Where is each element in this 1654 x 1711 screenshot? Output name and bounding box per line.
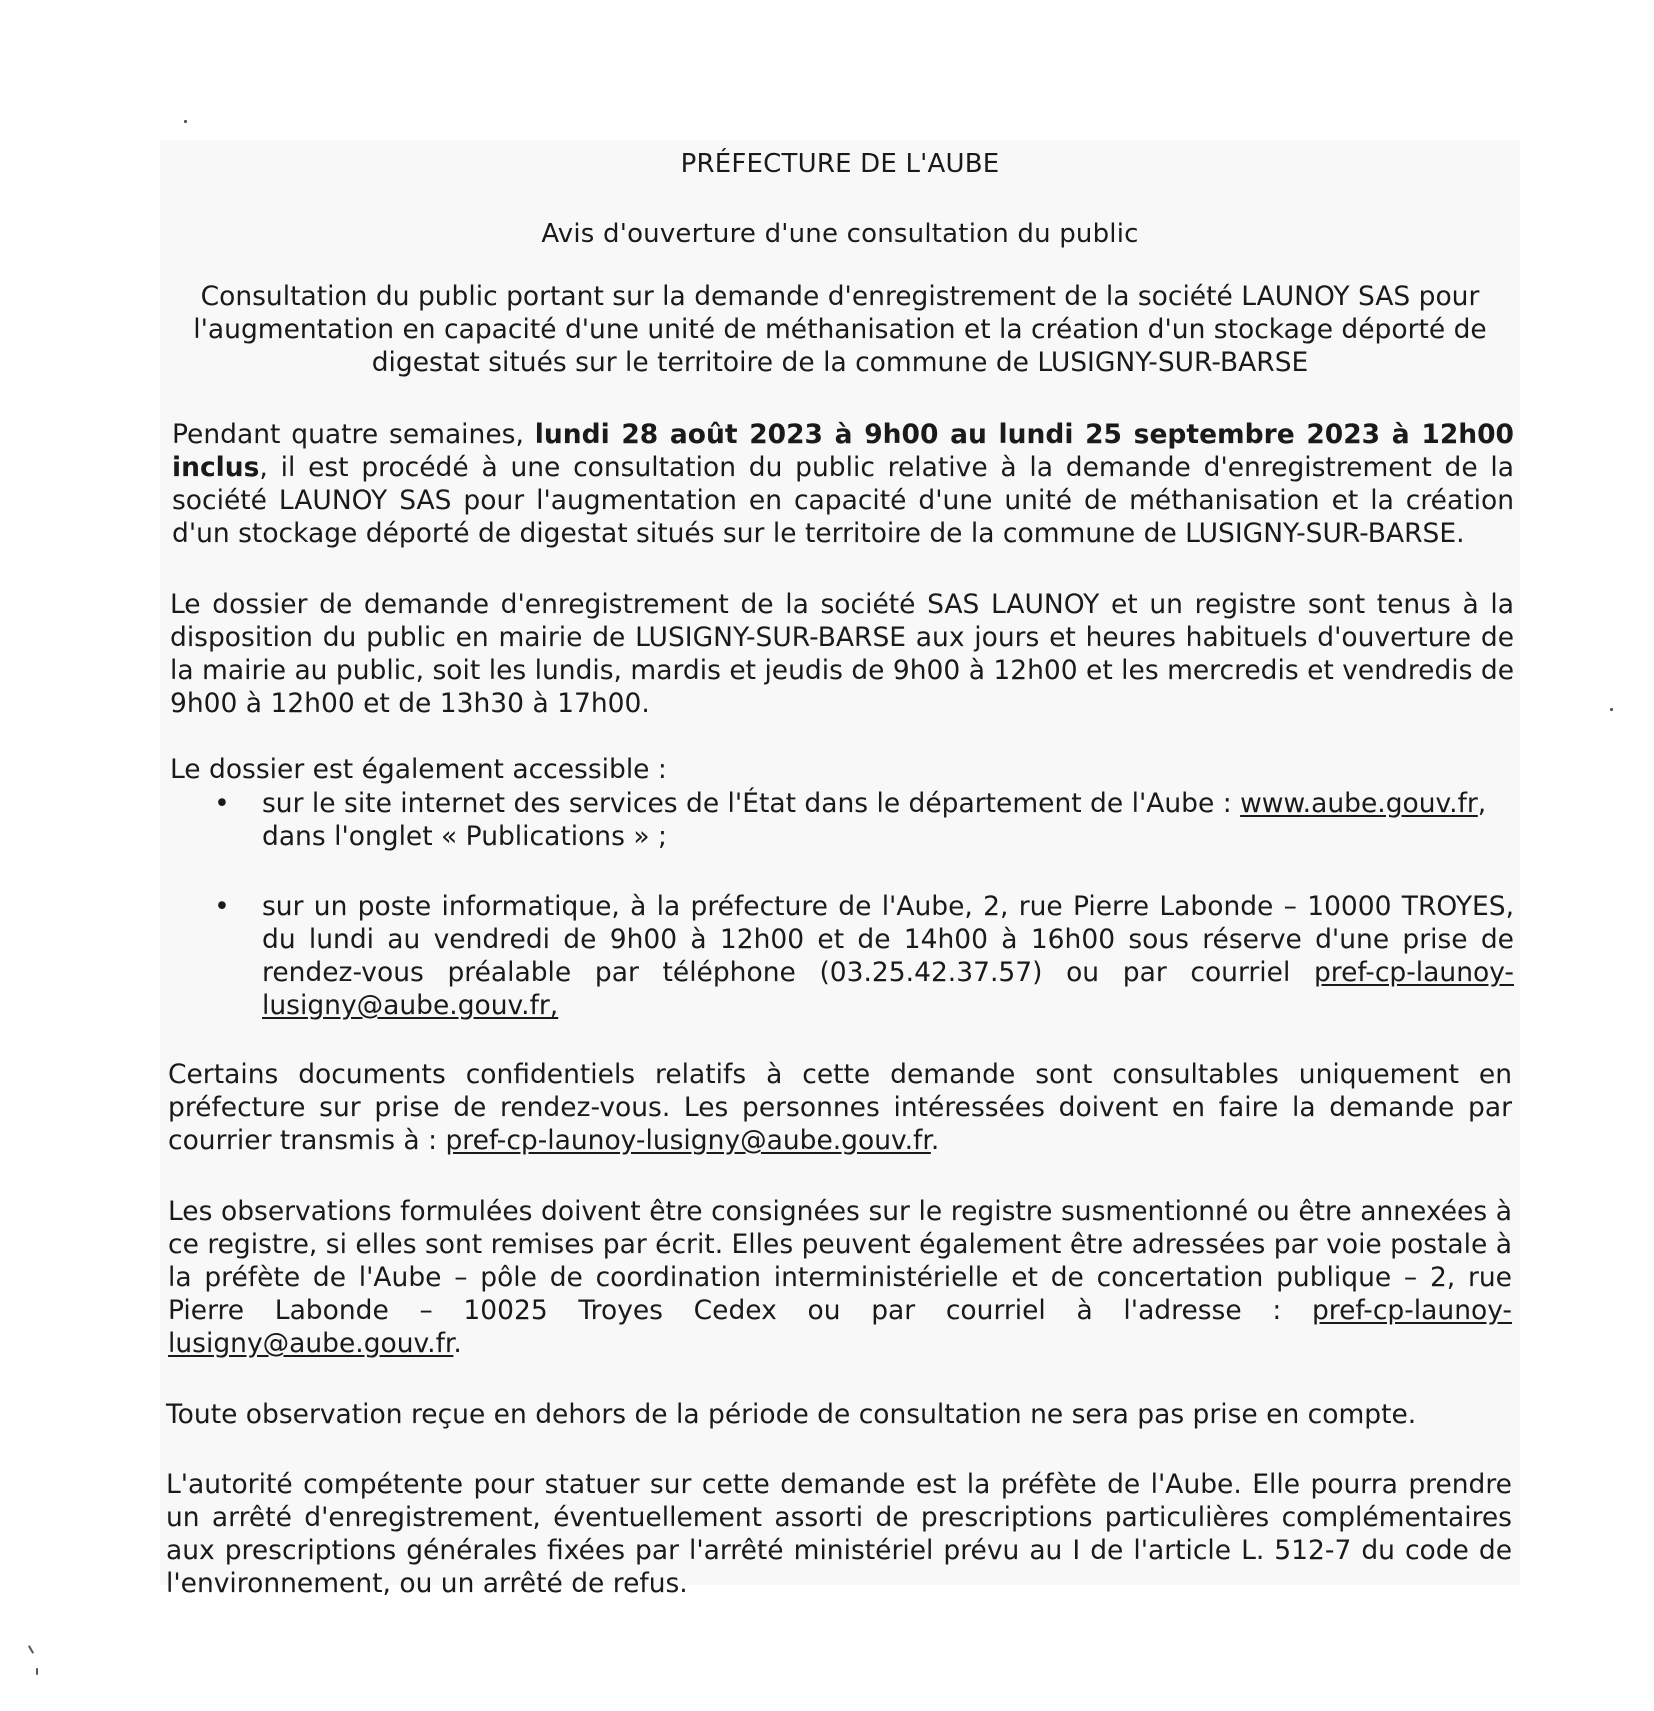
scan-speck [28,1645,34,1654]
period-paragraph [172,418,1514,550]
bullet-website-text: sur le site internet des services de l'État dans le département de l'Aube : [262,788,1241,819]
email-link-appointment[interactable]: pref-cp-launoy-lusigny@aube.gouv.fr, [262,957,1514,1021]
intro-paragraph: Consultation du public portant sur la demande d'enregistrement de la société LAUNOY SAS pour l'augmentation en capacité d'une unité de méthanisation et la création d'un stockage déporté de digestat situés sur le territoire de la commune de LUSIGNY-SUR-BARSE [193,281,1487,378]
bullet-website-tail: , dans l'onglet « Publications » ; [262,788,1487,852]
authority-decision-paragraph: L'autorité compétente pour statuer sur cette demande est la préfète de l'Aube. Elle pourra prendre un arrêté d'enregistrement, éventuellement assorti de prescriptions particulières complémentaires aux prescriptions générales fixées par l'arrêté ministériel prévu au I de l'article L. 512-7 du code de l'environnement, ou un arrêté de refus. [166,1469,1512,1599]
scan-speck [36,1668,38,1675]
observations-tail: . [453,1328,462,1359]
dossier-paragraph: Le dossier de demande d'enregistrement de la société SAS LAUNOY et un registre sont tenus à la disposition du public en mairie de LUSIGNY-SUR-BARSE aux jours et heures habituels d'ouverture de la mairie au public, soit les lundis, mardis et jeudis de 9h00 à 12h00 et les mercredis et vendredis de 9h00 à 12h00 et de 13h30 à 17h00. [170,589,1514,719]
period-rest: , il est procédé à une consultation du public relative à la demande d'enregistrement de la société LAUNOY SAS pour l'augmentation en capacité d'une unité de méthanisation et la création d'un stockage déporté de digestat situés sur le territoire de la commune de LUSIGNY-SUR-BARSE. [172,452,1514,549]
access-bullet-terminal [214,890,1514,1022]
notice-subtitle: Avis d'ouverture d'une consultation du public [541,219,1139,249]
confidential-text: Certains documents confidentiels relatifs à cette demande sont consultables uniquement en préfecture sur prise de rendez-vous. Les personnes intéressées doivent en faire la demande par courrier transmis à : [168,1059,1512,1156]
period-dates: lundi 28 août 2023 à 9h00 au lundi 25 septembre 2023 à 12h00 inclus [172,419,1514,483]
confidential-tail: . [930,1125,940,1156]
email-link-observations[interactable]: pref-cp-launoy-lusigny@aube.gouv.fr [168,1295,1512,1359]
bullet-icon: • [214,891,230,922]
bullet-icon: • [214,788,230,819]
observations-paragraph [168,1195,1512,1360]
confidential-paragraph [168,1058,1512,1157]
observations-text: Les observations formulées doivent être consignées sur le registre susmentionné ou être annexées à ce registre, si elles sont remises par écrit. Elles peuvent également être adressées par voie postale à la préfète de l'Aube – pôle de coordination interministérielle et de concertation publique – 2, rue Pierre Labonde – 10025 Troyes Cedex ou par courriel à l'adresse : [168,1196,1512,1326]
access-intro: Le dossier est également accessible : [170,754,667,785]
email-link-confidential[interactable]: pref-cp-launoy-lusigny@aube.gouv.fr [445,1125,931,1156]
prefecture-heading: PRÉFECTURE DE L'AUBE [680,149,1000,179]
scan-speck [1610,708,1613,711]
scan-speck [184,120,187,123]
outside-period-paragraph: Toute observation reçue en dehors de la période de consultation ne sera pas prise en compte. [166,1399,1417,1430]
access-bullet-website [214,787,1514,853]
period-lead: Pendant quatre semaines, [172,419,535,450]
website-link[interactable]: www.aube.gouv.fr [1240,788,1478,819]
bullet-terminal-text: sur un poste informatique, à la préfecture de l'Aube, 2, rue Pierre Labonde – 10000 TROYES, du lundi au vendredi de 9h00 à 12h00 et de 14h00 à 16h00 sous réserve d'une prise de rendez-vous préalable par téléphone (03.25.42.37.57) ou par courriel [262,891,1514,988]
